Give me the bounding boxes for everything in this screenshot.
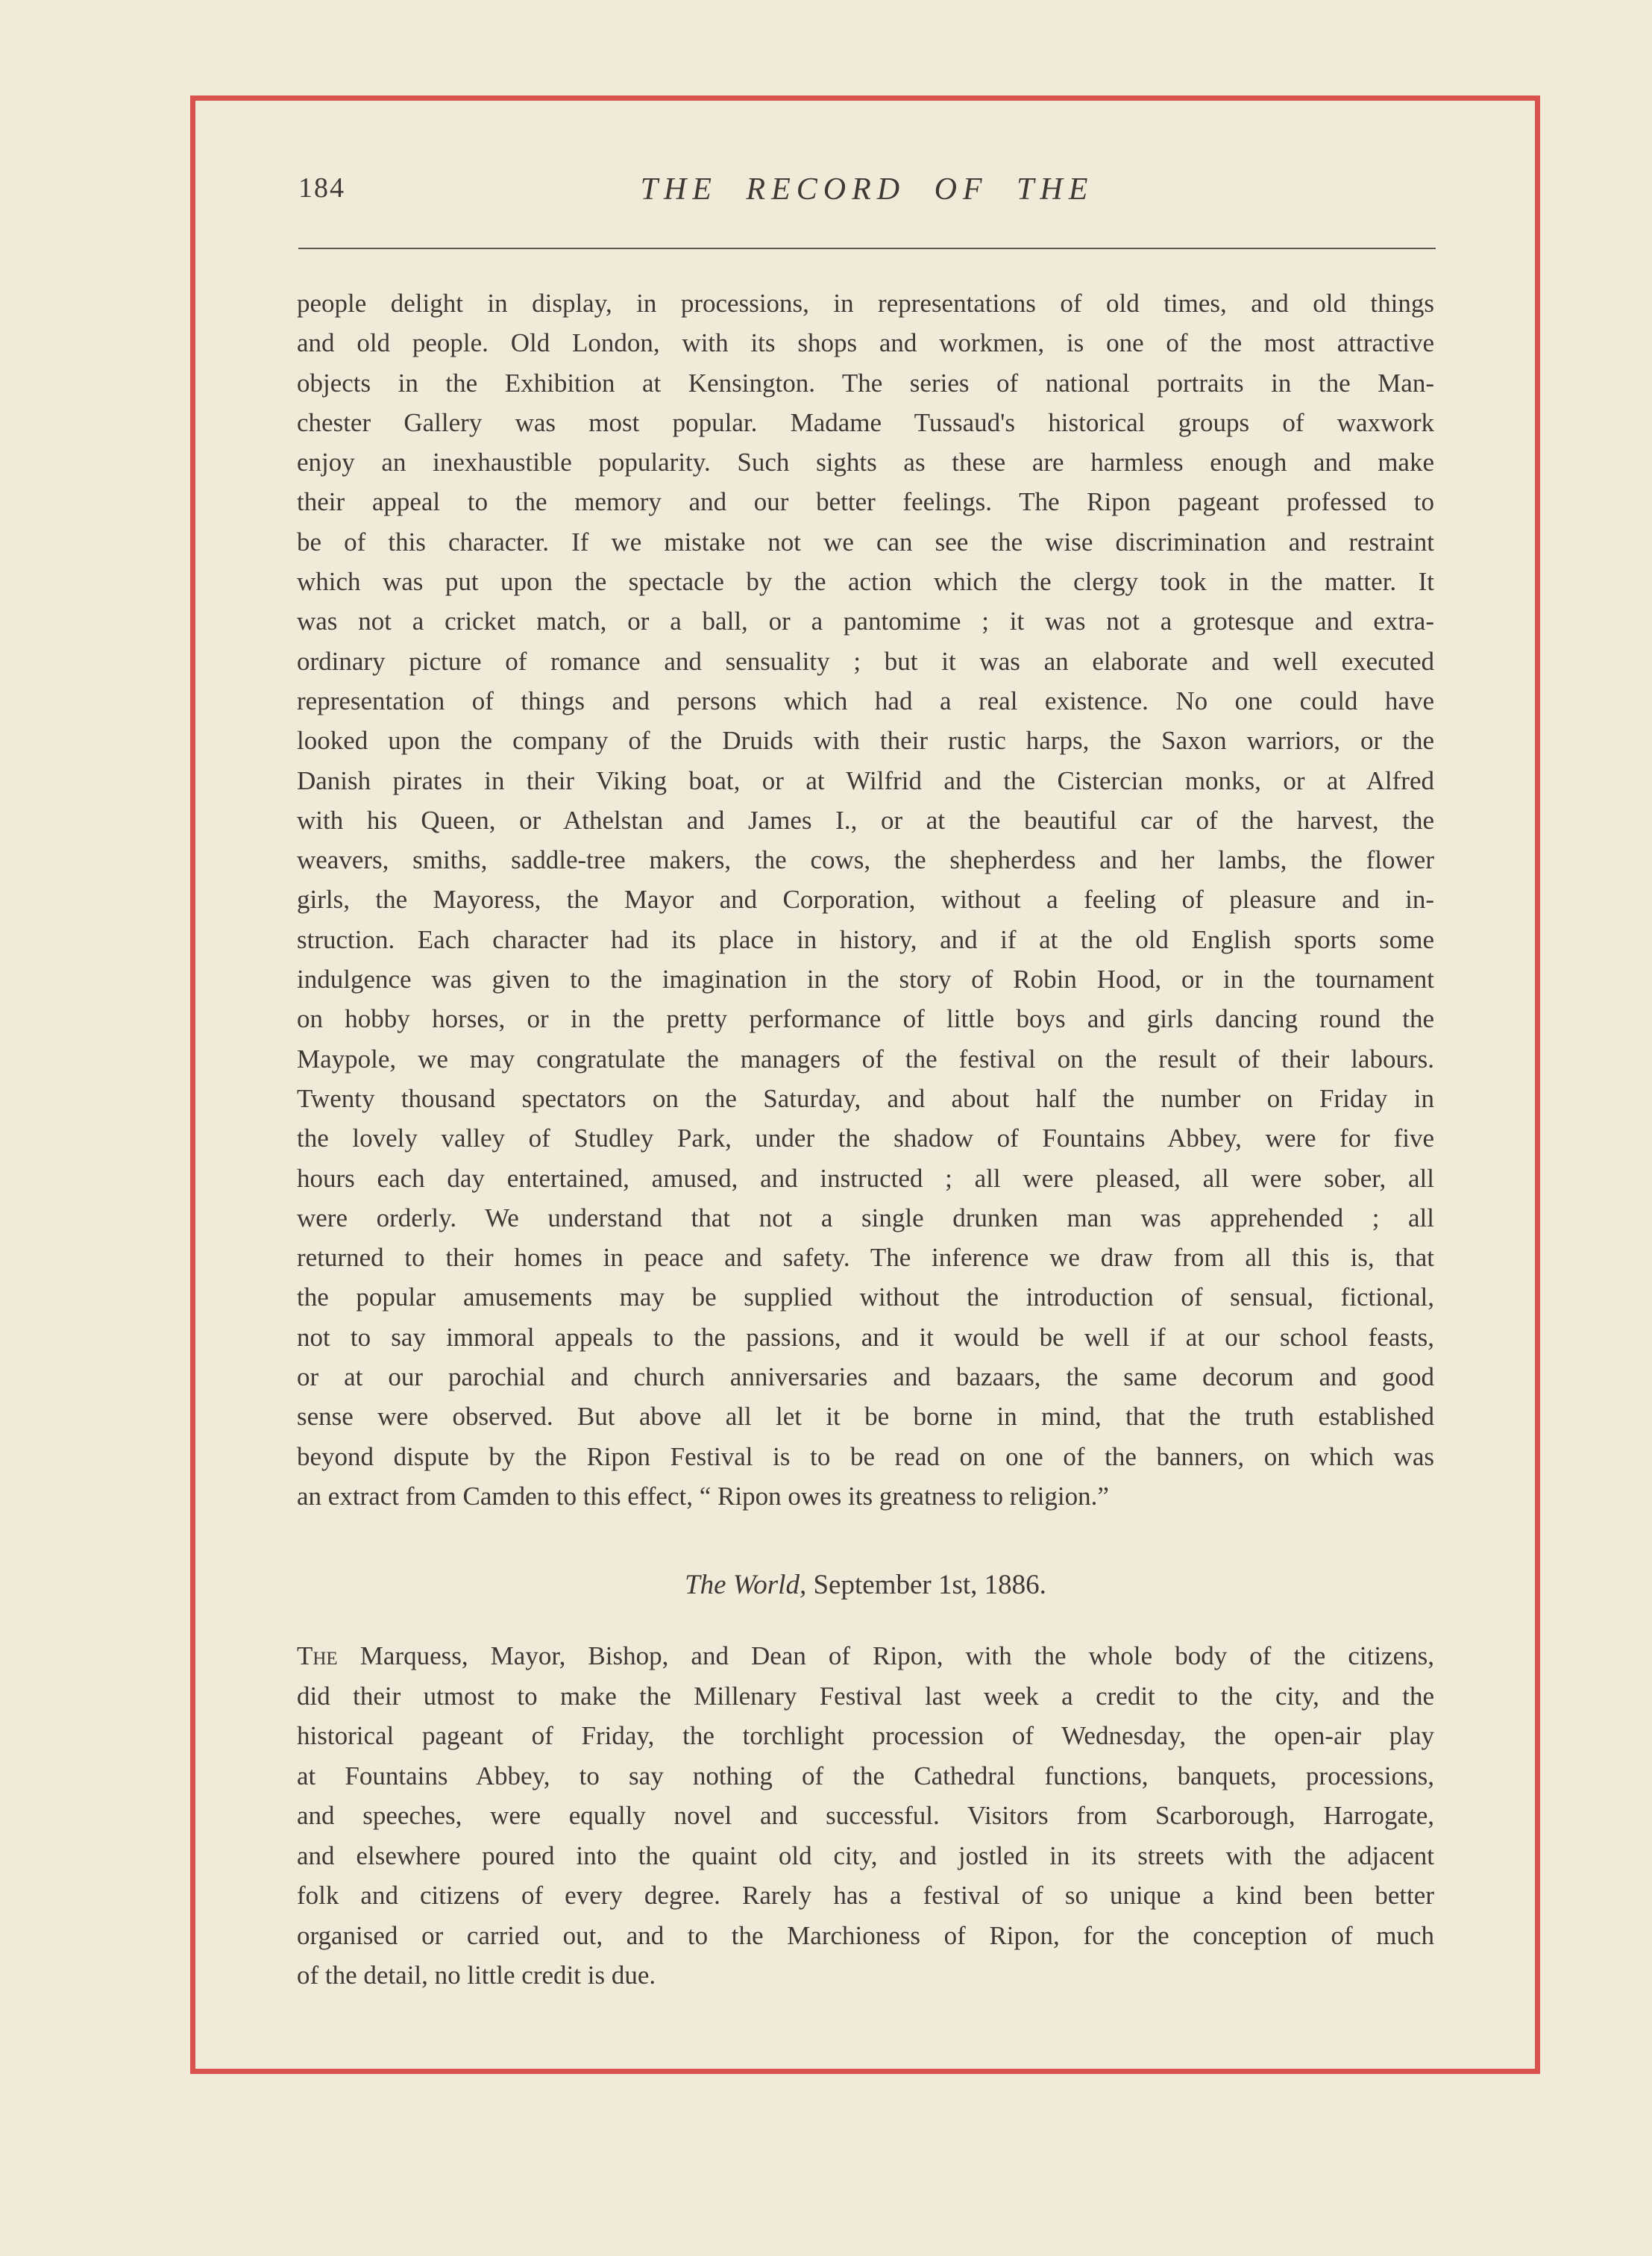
text-line: an extract from Camden to this effect, “ Ripon owes its greatness to religion.”	[297, 1481, 1109, 1511]
text-line: chester Gallery was most popular. Madame Tussaud's historical groups of waxwork	[297, 407, 1434, 437]
text-line: beyond dispute by the Ripon Festival is to be read on one of the banners, on which was	[297, 1441, 1434, 1471]
text-line: organised or carried out, and to the Marchioness of Ripon, for the conception of much	[297, 1920, 1434, 1950]
header-rule	[298, 248, 1436, 249]
running-head: THE RECORD OF THE	[640, 172, 1094, 207]
text-line: objects in the Exhibition at Kensington. The series of national portraits in the Man-	[297, 368, 1434, 398]
text-line: struction. Each character had its place in history, and if at the old English sports some	[297, 924, 1434, 954]
text-line: Twenty thousand spectators on the Saturday, and about half the number on Friday in	[297, 1083, 1434, 1113]
text-line: girls, the Mayoress, the Mayor and Corporation, without a feeling of pleasure and in-	[297, 885, 1434, 915]
text-line: the popular amusements may be supplied without the introduction of sensual, fictional,	[297, 1282, 1434, 1312]
article-body	[297, 283, 1434, 1516]
text-line: not to say immoral appeals to the passions, and it would be well if at our school feasts,	[297, 1322, 1434, 1352]
publication-date: September 1st, 1886.	[813, 1570, 1046, 1600]
article-body-second	[297, 1636, 1434, 1996]
text-line: historical pageant of Friday, the torchlight procession of Wednesday, the open-air play	[297, 1721, 1434, 1750]
text-line: looked upon the company of the Druids with their rustic harps, the Saxon warriors, or the	[297, 726, 1434, 756]
opening-word: The	[297, 1641, 338, 1670]
text-line: on hobby horses, or in the pretty performance of little boys and girls dancing round the	[297, 1004, 1434, 1034]
text-line: at Fountains Abbey, to say nothing of the Cathedral functions, banquets, processions,	[297, 1761, 1434, 1790]
text-line: people delight in display, in processions, in representations of old times, and old things	[297, 289, 1434, 318]
text-line: which was put upon the spectacle by the action which the clergy took in the matter. It	[297, 567, 1434, 597]
text-line: enjoy an inexhaustible popularity. Such sights as these are harmless enough and make	[297, 448, 1434, 477]
text-line: their appeal to the memory and our better feelings. The Ripon pageant professed to	[297, 487, 1434, 517]
text-line-first	[297, 1636, 1434, 1676]
text-line: weavers, smiths, saddle-tree makers, the cows, the shepherdess and her lambs, the flower	[297, 845, 1434, 875]
text-line: be of this character. If we mistake not we can see the wise discrimination and restraint	[297, 527, 1434, 557]
text-line: returned to their homes in peace and safety. The inference we draw from all this is, that	[297, 1243, 1434, 1273]
text-line: sense were observed. But above all let it be borne in mind, that the truth established	[297, 1402, 1434, 1432]
text-line: Danish pirates in their Viking boat, or at Wilfrid and the Cistercian monks, or at Alfred	[297, 765, 1434, 795]
source-citation	[297, 1563, 1434, 1608]
text-line: with his Queen, or Athelstan and James I., or at the beautiful car of the harvest, the	[297, 805, 1434, 835]
text-line: ordinary picture of romance and sensuality ; but it was an elaborate and well executed	[297, 646, 1434, 676]
text-line: hours each day entertained, amused, and instructed ; all were pleased, all were sober, all	[297, 1163, 1434, 1193]
text-line: did their utmost to make the Millenary Festival last week a credit to the city, and the	[297, 1681, 1434, 1711]
text-line: or at our parochial and church anniversaries and bazaars, the same decorum and good	[297, 1362, 1434, 1392]
text-line: of the detail, no little credit is due.	[297, 1961, 656, 1990]
text-line: folk and citizens of every degree. Rarely has a festival of so unique a kind been better	[297, 1881, 1434, 1910]
text-line: and old people. Old London, with its shops and workmen, is one of the most attractive	[297, 328, 1434, 358]
text-line: Maypole, we may congratulate the managers of the festival on the result of their labours.	[297, 1044, 1434, 1074]
page-header	[298, 172, 1436, 224]
first-line-rest: Marquess, Mayor, Bishop, and Dean of Ripon, with the whole body of the citizens,	[337, 1641, 1434, 1670]
text-line: were orderly. We understand that not a single drunken man was apprehended ; all	[297, 1203, 1434, 1232]
text-line: was not a cricket match, or a ball, or a pantomime ; it was not a grotesque and extra-	[297, 607, 1434, 636]
page-number: 184	[298, 172, 345, 204]
text-line: and speeches, were equally novel and successful. Visitors from Scarborough, Harrogate,	[297, 1801, 1434, 1830]
text-line: and elsewhere poured into the quaint old city, and jostled in its streets with the adjacent	[297, 1840, 1434, 1870]
text-line: indulgence was given to the imagination in the story of Robin Hood, or in the tournament	[297, 965, 1434, 994]
text-line: the lovely valley of Studley Park, under the shadow of Fountains Abbey, were for five	[297, 1124, 1434, 1153]
publication-name: The World,	[685, 1570, 807, 1600]
text-line: representation of things and persons which had a real existence. No one could have	[297, 686, 1434, 715]
